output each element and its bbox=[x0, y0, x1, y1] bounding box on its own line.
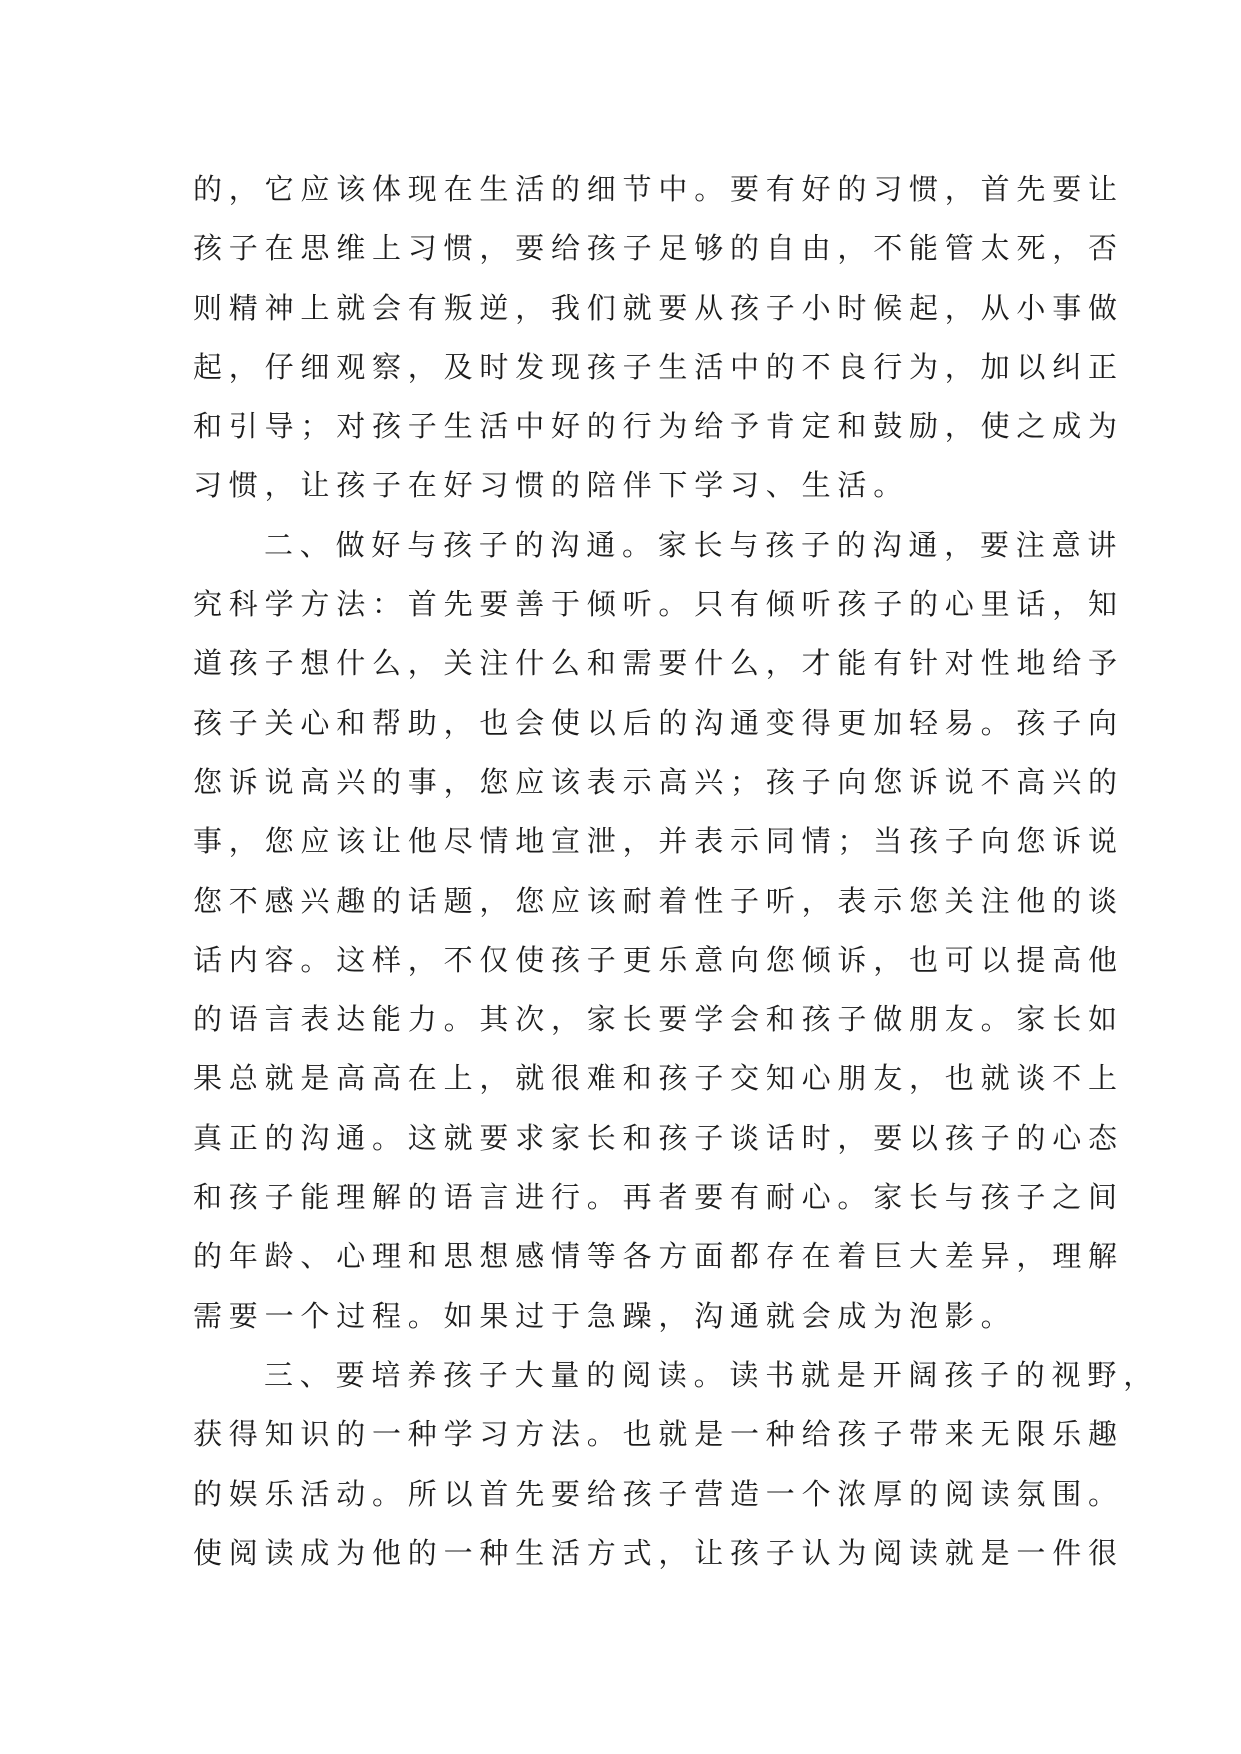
text-line: 孩子关心和帮助，也会使以后的沟通变得更加轻易。孩子向 bbox=[193, 705, 1124, 740]
paragraph-start-line: 三、要培养孩子大量的阅读。读书就是开阔孩子的视野， bbox=[264, 1357, 1160, 1392]
text-line: 孩子在思维上习惯，要给孩子足够的自由，不能管太死，否 bbox=[193, 231, 1124, 266]
text-line: 的娱乐活动。所以首先要给孩子营造一个浓厚的阅读氛围。 bbox=[193, 1476, 1124, 1511]
text-line: 和孩子能理解的语言进行。再者要有耐心。家长与孩子之间 bbox=[193, 1180, 1124, 1215]
text-line: 您诉说高兴的事，您应该表示高兴；孩子向您诉说不高兴的 bbox=[193, 764, 1124, 799]
text-line: 起，仔细观察，及时发现孩子生活中的不良行为，加以纠正 bbox=[193, 349, 1124, 384]
text-line: 事，您应该让他尽情地宣泄，并表示同情；当孩子向您诉说 bbox=[193, 824, 1124, 859]
text-line: 的，它应该体现在生活的细节中。要有好的习惯，首先要让 bbox=[193, 172, 1124, 206]
text-line: 获得知识的一种学习方法。也就是一种给孩子带来无限乐趣 bbox=[193, 1417, 1124, 1452]
text-line: 话内容。这样，不仅使孩子更乐意向您倾诉，也可以提高他 bbox=[193, 942, 1124, 977]
text-line: 需要一个过程。如果过于急躁，沟通就会成为泡影。 bbox=[193, 1298, 1017, 1333]
text-line: 道孩子想什么，关注什么和需要什么，才能有针对性地给予 bbox=[193, 646, 1124, 681]
text-line: 习惯，让孩子在好习惯的陪伴下学习、生活。 bbox=[193, 468, 910, 503]
text-line: 使阅读成为他的一种生活方式，让孩子认为阅读就是一件很 bbox=[193, 1535, 1124, 1570]
paragraph-start-line: 二、做好与孩子的沟通。家长与孩子的沟通，要注意讲 bbox=[264, 527, 1124, 562]
text-line: 的年龄、心理和思想感情等各方面都存在着巨大差异，理解 bbox=[193, 1239, 1124, 1274]
body-text bbox=[193, 160, 1160, 1583]
text-line: 真正的沟通。这就要求家长和孩子谈话时，要以孩子的心态 bbox=[193, 1120, 1124, 1155]
text-line: 果总就是高高在上，就很难和孩子交知心朋友，也就谈不上 bbox=[193, 1061, 1124, 1096]
text-line: 则精神上就会有叛逆，我们就要从孩子小时候起，从小事做 bbox=[193, 290, 1124, 325]
text-line: 究科学方法：首先要善于倾听。只有倾听孩子的心里话，知 bbox=[193, 587, 1124, 622]
text-line: 您不感兴趣的话题，您应该耐着性子听，表示您关注他的谈 bbox=[193, 883, 1124, 918]
text-line: 的语言表达能力。其次，家长要学会和孩子做朋友。家长如 bbox=[193, 1002, 1124, 1037]
text-line: 和引导；对孩子生活中好的行为给予肯定和鼓励，使之成为 bbox=[193, 409, 1124, 444]
